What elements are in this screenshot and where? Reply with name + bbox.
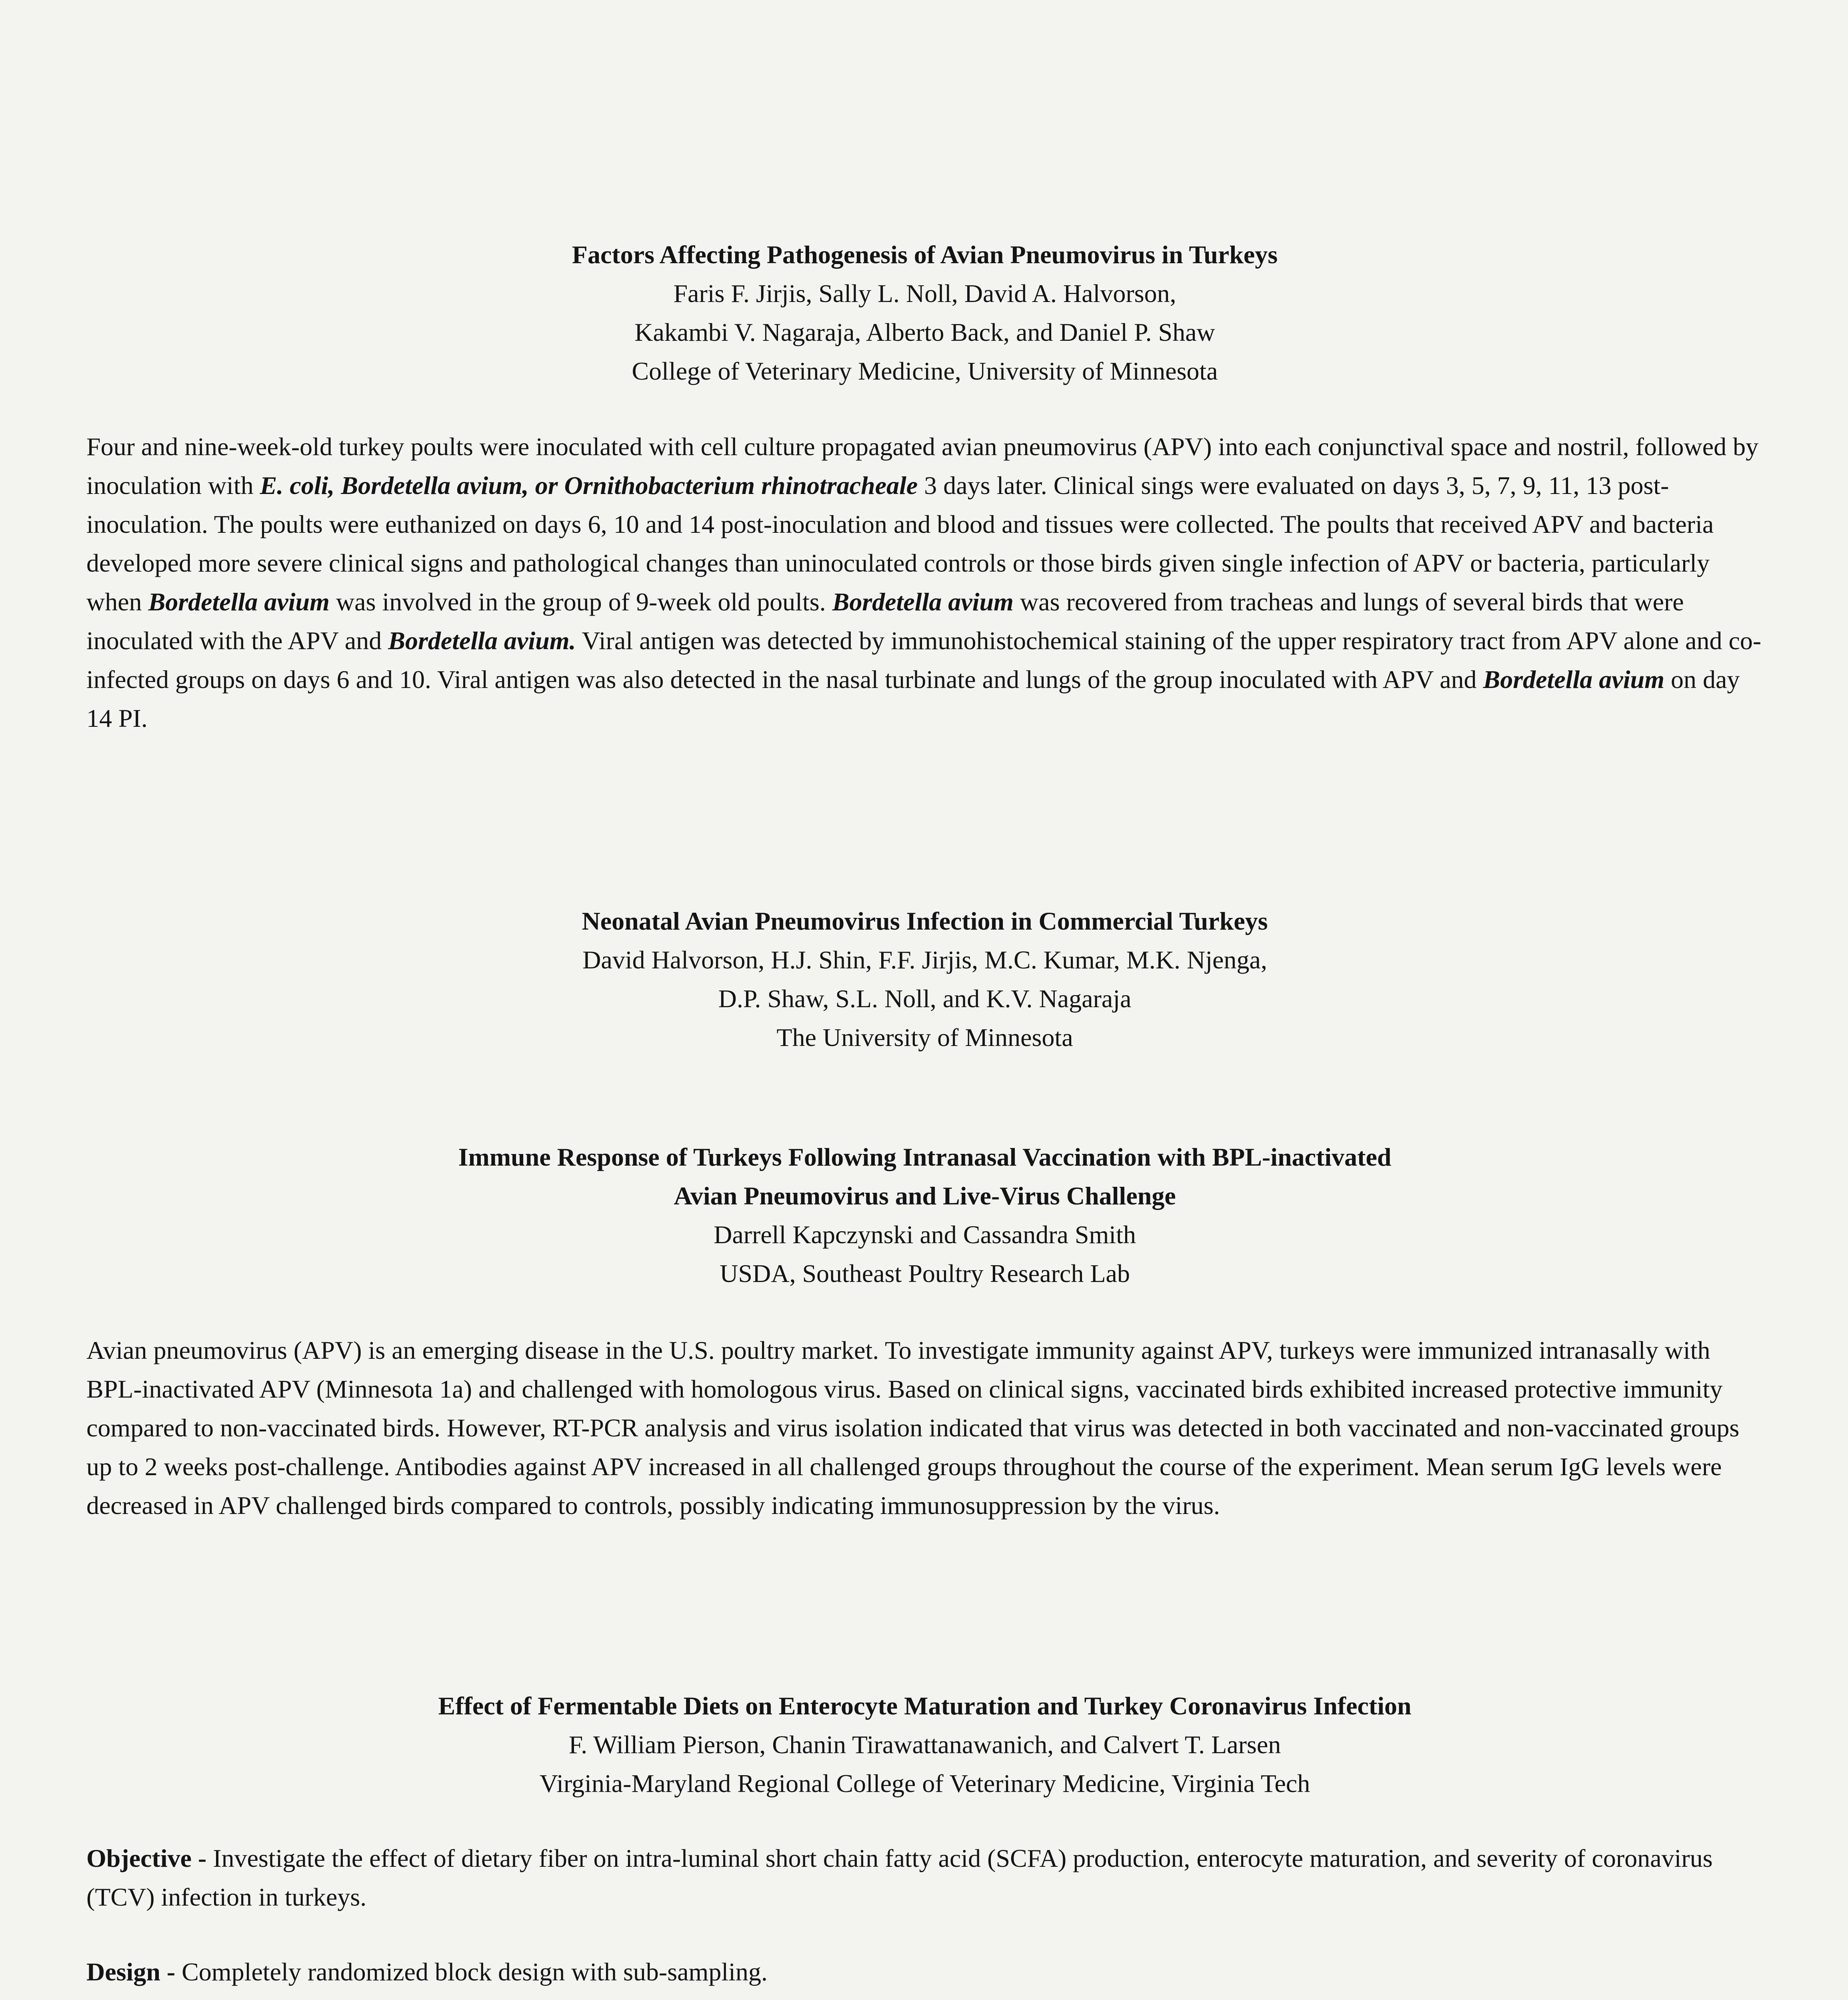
design-text: Completely randomized block design with sub-sampling. xyxy=(175,1958,768,1986)
authors-line: Kakambi V. Nagaraja, Alberto Back, and Daniel P. Shaw xyxy=(634,318,1215,346)
authors-line: David Halvorson, H.J. Shin, F.F. Jirjis, M.C. Kumar, M.K. Njenga, xyxy=(582,946,1267,974)
organism-name: Bordetella avium xyxy=(1483,665,1664,694)
authors-line: D.P. Shaw, S.L. Noll, and K.V. Nagaraja xyxy=(718,984,1132,1013)
authors-line: F. William Pierson, Chanin Tirawattanawanich, and Calvert T. Larsen xyxy=(568,1730,1281,1759)
organism-name: Bordetella avium. xyxy=(388,626,576,655)
abstract-title: Neonatal Avian Pneumovirus Infection in Commercial Turkeys xyxy=(582,907,1268,935)
authors-line: Darrell Kapczynski and Cassandra Smith xyxy=(714,1220,1136,1249)
abstract-immune-response-bpl xyxy=(86,1138,1763,1525)
objective-text: Investigate the effect of dietary fiber on intra-luminal short chain fatty acid (SCFA) production, enterocyte maturation, and severity of coronavirus (TCV) infection in turkeys. xyxy=(86,1844,1713,1911)
abstract-title: Avian Pneumovirus and Live-Virus Challenge xyxy=(674,1182,1176,1210)
abstract-neonatal-avian-pneumovirus xyxy=(86,902,1763,1057)
abstract-body xyxy=(86,427,1763,738)
design-paragraph xyxy=(86,1952,1763,1991)
body-text: Viral antigen was detected by immunohistochemical staining of the upper respiratory tract from APV alone and co-infected groups on days 6 and 10. Viral antigen was also detected in the nasal turbinate and lungs of the group inoculated with APV and xyxy=(86,626,1762,694)
abstract-title: Effect of Fermentable Diets on Enterocyte Maturation and Turkey Coronavirus Infection xyxy=(438,1692,1412,1720)
body-text: 3 days later. Clinical sings were evaluated on days 3, 5, 7, 9, 11, 13 post-inoculation. The poults were euthanized on days 6, 10 and 14 post-inoculation and blood and tissues were collected. The poults that received APV and bacteria developed more severe clinical signs and pathological changes than uninoculated controls or those birds given single infection of APV or bacteria, particularly when xyxy=(86,471,1714,616)
organism-name: Bordetella avium xyxy=(832,588,1014,616)
body-text: Four and nine-week-old turkey poults were inoculated with cell culture propagated avian pneumovirus (APV) into each conjunctival space and nostril, followed by inoculation with xyxy=(86,432,1759,500)
design-label: Design - xyxy=(86,1958,176,1986)
affiliation: Virginia-Maryland Regional College of Veterinary Medicine, Virginia Tech xyxy=(539,1769,1310,1798)
body-text: on day 14 PI. xyxy=(86,665,1740,732)
body-text: was recovered from tracheas and lungs of several birds that were inoculated with the APV and xyxy=(86,588,1684,655)
abstract-header xyxy=(86,1138,1763,1293)
objective-label: Objective - xyxy=(86,1844,207,1872)
abstract-fermentable-diets xyxy=(86,1686,1763,2000)
abstract-header xyxy=(86,235,1763,390)
abstract-body: Avian pneumovirus (APV) is an emerging disease in the U.S. poultry market. To investigate immunity against APV, turkeys were immunized intranasally with BPL-inactivated APV (Minnesota 1a) and challenged with homologous virus. Based on clinical signs, vaccinated birds exhibited increased protective immunity compared to non-vaccinated birds. However, RT-PCR analysis and virus isolation indicated that virus was detected in both vaccinated and non-vaccinated groups up to 2 weeks post-challenge. Antibodies against APV increased in all challenged groups throughout the course of the experiment. Mean serum IgG levels were decreased in APV challenged birds compared to controls, possibly indicating immunosuppression by the virus. xyxy=(86,1336,1740,1520)
objective-paragraph xyxy=(86,1839,1763,1916)
affiliation: College of Veterinary Medicine, University of Minnesota xyxy=(632,357,1218,385)
body-text: was involved in the group of 9-week old poults. xyxy=(329,588,832,616)
affiliation: The University of Minnesota xyxy=(776,1023,1073,1052)
abstract-title: Factors Affecting Pathogenesis of Avian Pneumovirus in Turkeys xyxy=(572,240,1278,269)
abstract-avian-pneumovirus-pathogenesis xyxy=(86,235,1763,738)
abstract-header xyxy=(86,902,1763,1057)
abstract-header xyxy=(86,1686,1763,1803)
abstract-title: Immune Response of Turkeys Following Intranasal Vaccination with BPL-inactivated xyxy=(458,1143,1392,1171)
affiliation: USDA, Southeast Poultry Research Lab xyxy=(720,1259,1130,1288)
document-page xyxy=(86,0,1763,2000)
organism-name: Bordetella avium xyxy=(148,588,330,616)
organism-names: E. coli, Bordetella avium, or Ornithobacterium rhinotracheale xyxy=(260,471,918,500)
authors-line: Faris F. Jirjis, Sally L. Noll, David A. Halvorson, xyxy=(673,279,1176,308)
